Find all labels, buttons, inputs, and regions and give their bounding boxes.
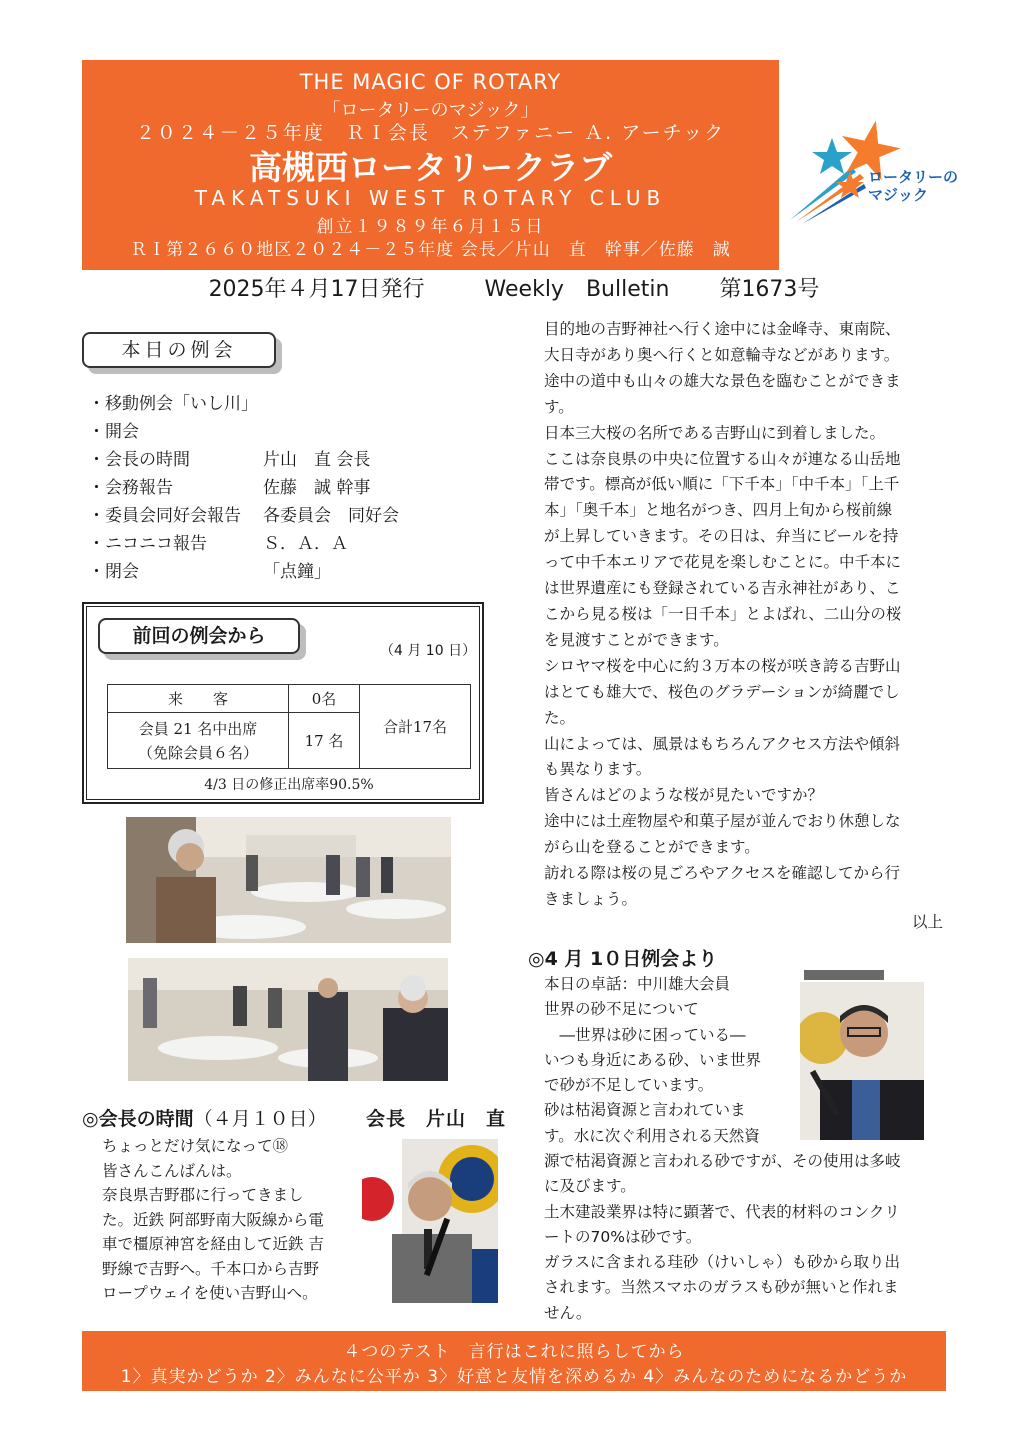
agenda-list	[88, 390, 528, 586]
article-end-mark: 以上	[912, 913, 944, 931]
ri-president-line: ２０２４－２５年度 ＲＩ会長 ステファニー Ａ. アーチック	[135, 122, 726, 144]
speech-continued: 源で枯渇資源と言われる砂ですが、その使用は多岐 に及びます。 土木建設業界は特に顕著で、代表的材料のコンクリ ートの70%は砂です。 ガラスに含まれる珪砂（けいしゃ）も砂から取り出 されます。当然スマホのガラスも砂が無いと作れま せん。	[544, 1152, 901, 1322]
president-message: ちょっとだけ気になって⑱ 皆さんこんばんは。 奈良県吉野郡に行ってきまし た。近鉄 阿部野南大阪線から電 車で橿原神宮を経由して近鉄 吉 野線で吉野へ。千本口から吉野 ロープウェイを使い吉野山へ。	[102, 1137, 324, 1302]
previous-meeting-date: （4 月 10 日）	[380, 643, 477, 659]
president-speaking-photo	[362, 1139, 498, 1303]
issue-number: 第1673号	[719, 277, 820, 302]
meeting-photo-1	[126, 817, 451, 943]
agenda-item: ・会務報告 佐藤 誠 幹事	[88, 478, 371, 498]
magic-title-jp: 「ロータリーのマジック」	[322, 100, 539, 121]
yoshino-trip-article: 目的地の吉野神社へ行く途中には金峰寺、東南院、 大日寺があり奥へ行くと如意輪寺などがあります。 途中の道中も山々の雄大な景色を臨むことができま す。 日本三大桜の名所である吉野山に到着しました。 ここは奈良県の中央に位置する山々が連なる山岳地 帯です。標高が低い順に「下千本」「中千本」「上千 本」「奥千本」と地名がつき、四月上旬から桜前線 が上昇していきます。その日は、弁当にビールを持 って中千本エリアで花見を楽しむことに。中千本に は世界遺産にも登録されている吉永神社があり、こ こから見る桜は「一日千本」とよばれ、二山分の桜 を見渡すことができます。 シロヤマ桜を中心に約３万本の桜が咲き誇る吉野山 はとても雄大で、桜色のグラデーションが綺麗でし た。 山によっては、風景はもちろんアクセス方法や傾斜 も異なります。 皆さんはどのような桜が見たいですか？ 途中には土産物屋や和菓子屋が並んでおり休憩しな がら山を登ることができます。 訪れる際は桜の見ごろやアクセスを確認してから行 きましょう。	[544, 320, 902, 908]
issue-date: 2025年４月17日発行	[208, 277, 425, 302]
agenda-item: ・会長の時間 片山 直 会長	[88, 450, 371, 470]
previous-meeting-title: 前回の例会から	[98, 618, 300, 654]
club-name-jp: 高槻西ロータリークラブ	[249, 148, 612, 187]
president-time-heading: ◎会長の時間（４月１０日）	[82, 1108, 327, 1130]
total-attendance: 合計17名	[360, 685, 471, 769]
agenda-item: ・ニコニコ報告 Ｓ．Ａ．Ａ	[88, 534, 348, 554]
visitors-value: 0名	[289, 685, 360, 713]
magic-of-rotary-logo	[782, 112, 972, 227]
logo-caption: ロータリーの マジック	[868, 168, 959, 204]
president-photo	[362, 1139, 498, 1303]
agenda-item: ・開会	[88, 422, 139, 442]
members-value: 17 名	[289, 713, 360, 769]
meeting-photo-2	[128, 958, 448, 1081]
members-label: 会員 21 名中出席 （免除会員６名）	[108, 713, 289, 769]
members-standing-photo	[128, 958, 448, 1081]
president-name: 会長 片山 直	[366, 1108, 507, 1130]
club-name-en: TAKATSUKI WEST ROTARY CLUB	[194, 186, 667, 210]
today-meeting-title: 本日の例会	[82, 332, 276, 368]
attendance-rate-note: 4/3 日の修正出席率90.5%	[204, 777, 374, 793]
agenda-item: ・移動例会「いし川」	[88, 394, 258, 414]
agenda-item: ・閉会 「点鐘」	[88, 562, 331, 582]
founded-date: 創立１９８９年６月１５日	[316, 217, 545, 237]
speaker-photo	[800, 968, 924, 1140]
banquet-hall-photo	[126, 817, 451, 943]
bulletin-title: Weekly Bulletin	[484, 277, 670, 302]
masthead-banner	[82, 60, 779, 270]
visitors-label: 来 客	[108, 685, 289, 713]
four-way-test-title: ４つのテスト 言行はこれに照らしてから	[343, 1342, 685, 1362]
april10-heading: ◎4 月 1０日例会より	[528, 948, 718, 970]
magic-title-en: THE MAGIC OF ROTARY	[299, 70, 562, 94]
four-way-test-footer	[82, 1331, 946, 1391]
four-way-test-items: 1〉真実かどうか 2〉みんなに公平か 3〉好意と友情を深めるか 4〉みんなのためになるかどうか	[120, 1367, 908, 1387]
agenda-item: ・委員会同好会報告 各委員会 同好会	[88, 506, 399, 526]
attendance-table	[107, 684, 471, 769]
speech-intro: 本日の卓話：中川雄大会員 世界の砂不足について ―世界は砂に困っている― いつも身近にある砂、いま世界 で砂が不足しています。 砂は枯渇資源と言われていま す。水に次ぐ利用される天然資	[544, 975, 762, 1145]
issue-line	[82, 272, 946, 303]
district-officers: ＲＩ第２６６０地区２０２４－２５年度 会長／片山 直 幹事／佐藤 誠	[130, 240, 731, 260]
speaker-portrait-photo	[800, 968, 924, 1140]
